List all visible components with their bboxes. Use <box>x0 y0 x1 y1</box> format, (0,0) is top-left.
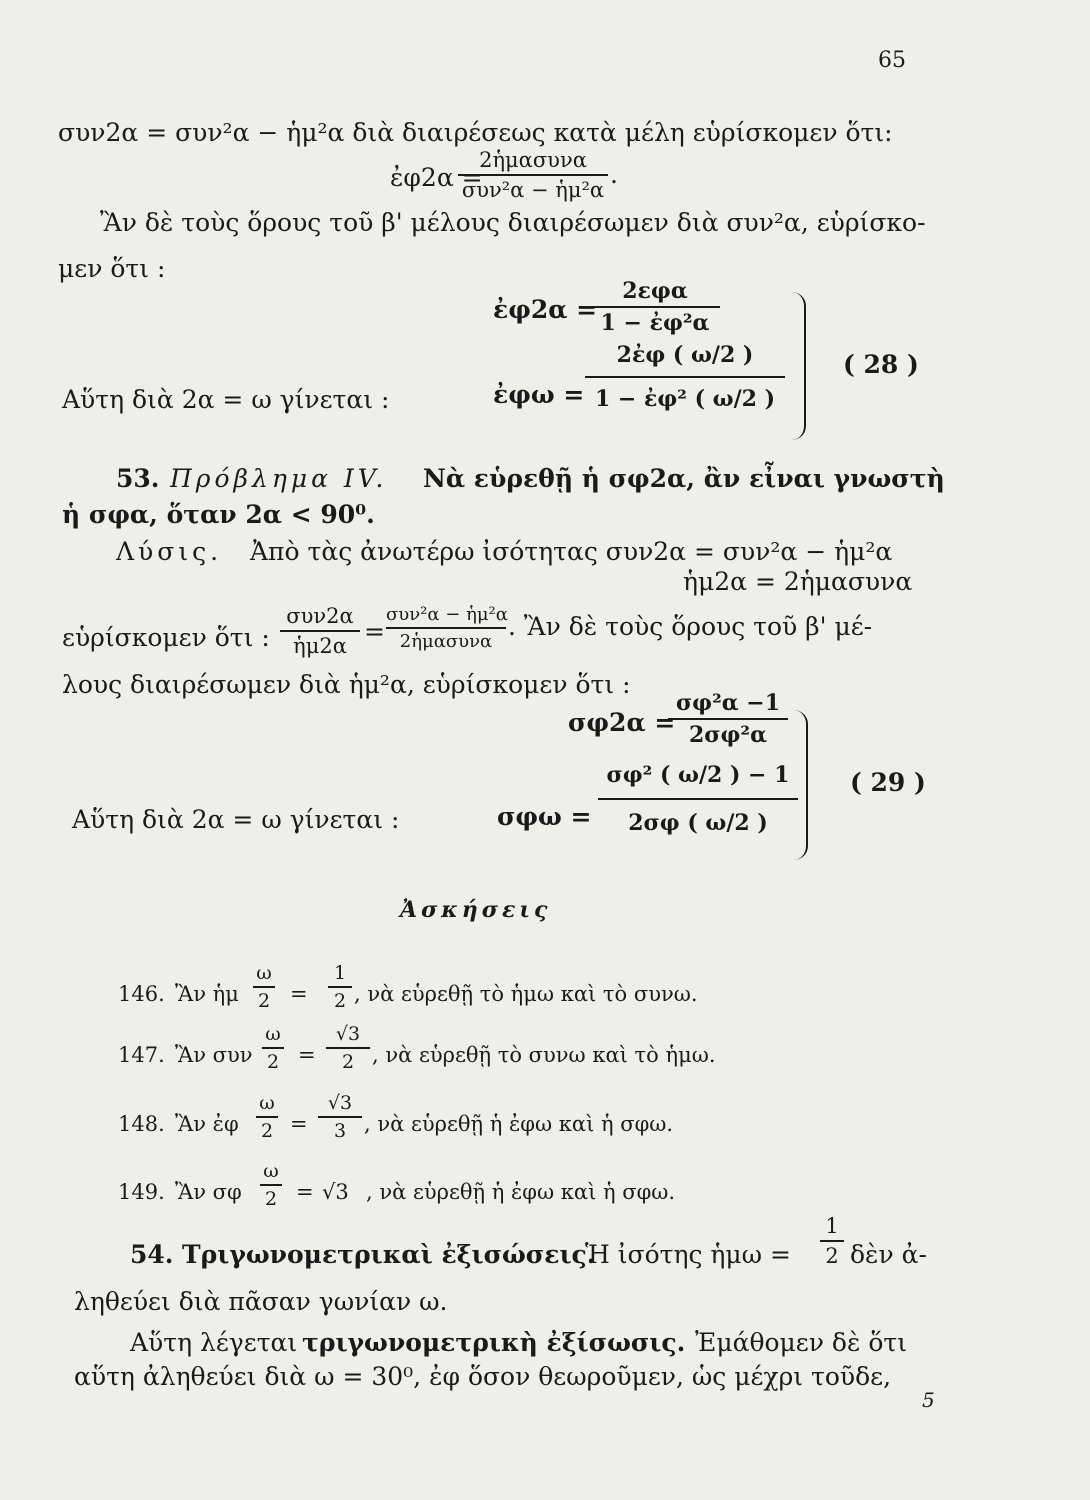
fraction <box>256 1092 278 1142</box>
numerator: συν²α − ἡμ²α <box>386 604 508 625</box>
numerator: ω <box>265 1023 281 1045</box>
fraction <box>585 342 785 412</box>
fraction <box>318 1092 362 1142</box>
problem-statement: Νὰ εὑρεθῇ ἡ σφ2α, ἂν εἶναι γνωστὴ <box>423 464 945 493</box>
section-number: 53. <box>116 464 160 493</box>
text-line: ἡμ2α = 2ἡμασυνα <box>683 567 913 596</box>
emphasized-term: τριγωνομετρικὴ ἐξίσωσις. <box>302 1328 686 1357</box>
exercise-text: Ἂν συν <box>175 1043 253 1067</box>
equals-sign: = <box>290 1112 308 1136</box>
denominator: ἡμ2α <box>293 634 347 658</box>
denominator: 2 <box>257 990 271 1012</box>
numerator: 2εφα <box>622 278 688 304</box>
denominator: 1 − ἐφ² ( ω/2 ) <box>594 386 776 412</box>
text-line: μεν ὅτι : <box>58 254 166 283</box>
exercise-number: 147. <box>118 1043 165 1067</box>
denominator: 2 <box>341 1051 355 1073</box>
problem-statement: ἡ σφα, ὅταν 2α < 90⁰. <box>62 500 375 529</box>
text-line: αὕτη ἀληθεύει διὰ ω = 30⁰, ἐφ ὅσον θεωροῦμεν, ὡς μέχρι τοῦδε, <box>74 1362 892 1391</box>
fraction <box>262 1023 284 1073</box>
numerator: 2ἐφ ( ω/2 ) <box>616 342 754 368</box>
denominator: 3 <box>333 1120 347 1142</box>
text-line: Αὕτη διὰ 2α = ω γίνεται : <box>72 805 400 834</box>
page-number: 65 <box>878 48 906 73</box>
exercise-number: 148. <box>118 1112 165 1136</box>
equation-number: ( 28 ) <box>843 350 919 379</box>
denominator: 2σφ ( ω/2 ) <box>628 810 768 836</box>
text-line: Αὕτη λέγεται <box>130 1328 298 1357</box>
radical: √3 <box>322 1180 349 1204</box>
fraction <box>326 1023 370 1073</box>
fraction <box>253 962 275 1012</box>
fraction <box>260 1160 282 1210</box>
equation-lhs: σφω = <box>497 802 592 831</box>
punctuation: . <box>610 160 618 189</box>
brace <box>790 292 806 440</box>
denominator: 2 <box>333 990 347 1012</box>
text-line: Ἐμάθομεν δὲ ὅτι <box>695 1328 907 1357</box>
denominator: 2 <box>260 1120 274 1142</box>
equals-sign: = <box>296 1180 314 1204</box>
equation-lhs: ἐφω = <box>493 380 585 409</box>
equation-lhs: ἐφ2α = <box>493 295 598 324</box>
signature-mark: 5 <box>922 1388 935 1412</box>
text-line: ληθεύει διὰ πᾶσαν γωνίαν ω. <box>74 1287 448 1316</box>
text-line: . Ἂν δὲ τοὺς ὅρους τοῦ β' μέ- <box>508 612 873 641</box>
numerator: √3 <box>327 1092 353 1114</box>
fraction <box>328 962 352 1012</box>
section-title: Τριγωνομετρικαὶ ἐξισώσεις. <box>182 1240 596 1269</box>
numerator: ω <box>256 962 272 984</box>
text-line: Ἡ ἰσότης ἡμω = <box>585 1240 791 1269</box>
fraction <box>386 604 506 652</box>
numerator: ω <box>263 1160 279 1182</box>
denominator: 1 − ἐφ²α <box>600 310 710 336</box>
numerator: συν2α <box>286 604 354 628</box>
fraction <box>598 762 798 836</box>
section-title: Πρόβλημα IV. <box>170 464 388 493</box>
fraction <box>668 690 788 748</box>
denominator: 2σφ²α <box>689 722 767 748</box>
exercise-text: , νὰ εὑρεθῇ τὸ ἡμω καὶ τὸ συνω. <box>354 982 698 1006</box>
fraction <box>458 148 608 202</box>
numerator: ω <box>259 1092 275 1114</box>
denominator: 2 <box>266 1051 280 1073</box>
brace <box>792 710 808 860</box>
solution-label: Λύσις. <box>116 537 223 566</box>
exercise-text: Ἂν σφ <box>175 1180 242 1204</box>
text-line: δὲν ἀ- <box>850 1240 927 1269</box>
numerator: √3 <box>335 1023 361 1045</box>
denominator: 2 <box>264 1188 278 1210</box>
equation-number: ( 29 ) <box>850 768 926 797</box>
exercise-text: , νὰ εὑρεθῇ ἡ ἐφω καὶ ἡ σφω. <box>364 1112 674 1136</box>
denominator: συν²α − ἡμ²α <box>461 178 605 202</box>
exercise-text: Ἂν ἐφ <box>175 1112 239 1136</box>
equation-lhs: ἐφ2α = <box>390 163 483 192</box>
exercises-heading: Ἀσκήσεις <box>400 897 552 923</box>
text-line: εὑρίσκομεν ὅτι : <box>62 623 270 652</box>
numerator: 1 <box>825 1214 839 1238</box>
equals-sign: = <box>364 617 385 646</box>
text-line: συν2α = συν²α − ἡμ²α διὰ διαιρέσεως κατὰ μέλη εὑρίσκομεν ὅτι: <box>58 118 893 147</box>
text-line: Ἂν δὲ τοὺς ὅρους τοῦ β' μέλους διαιρέσωμεν διὰ συν²α, εὑρίσκο- <box>100 208 926 237</box>
text-line: Αὕτη διὰ 2α = ω γίνεται : <box>62 385 390 414</box>
numerator: σφ²α −1 <box>675 690 781 716</box>
exercise-number: 146. <box>118 982 165 1006</box>
denominator: 2 <box>825 1244 839 1268</box>
section-number: 54. <box>130 1240 174 1269</box>
equation-lhs: σφ2α = <box>568 708 676 737</box>
denominator: 2ἡμασυνα <box>399 631 493 652</box>
text-line: λους διαιρέσωμεν διὰ ἡμ²α, εὑρίσκομεν ὅτι : <box>62 670 631 699</box>
text-line: Ἀπὸ τὰς ἀνωτέρω ἰσότητας συν2α = συν²α − ἡμ²α <box>250 537 893 566</box>
fraction <box>590 278 720 336</box>
exercise-text: , νὰ εὑρεθῇ τὸ συνω καὶ τὸ ἡμω. <box>372 1043 716 1067</box>
numerator: 1 <box>333 962 347 984</box>
equals-sign: = <box>298 1043 316 1067</box>
fraction <box>820 1214 844 1268</box>
numerator: σφ² ( ω/2 ) − 1 <box>606 762 790 788</box>
exercise-text: , νὰ εὑρεθῇ ἡ ἐφω καὶ ἡ σφω. <box>366 1180 676 1204</box>
numerator: 2ἡμασυνα <box>479 148 587 172</box>
fraction <box>280 604 360 658</box>
equals-sign: = <box>290 982 308 1006</box>
exercise-number: 149. <box>118 1180 165 1204</box>
exercise-text: Ἂν ἡμ <box>175 982 239 1006</box>
